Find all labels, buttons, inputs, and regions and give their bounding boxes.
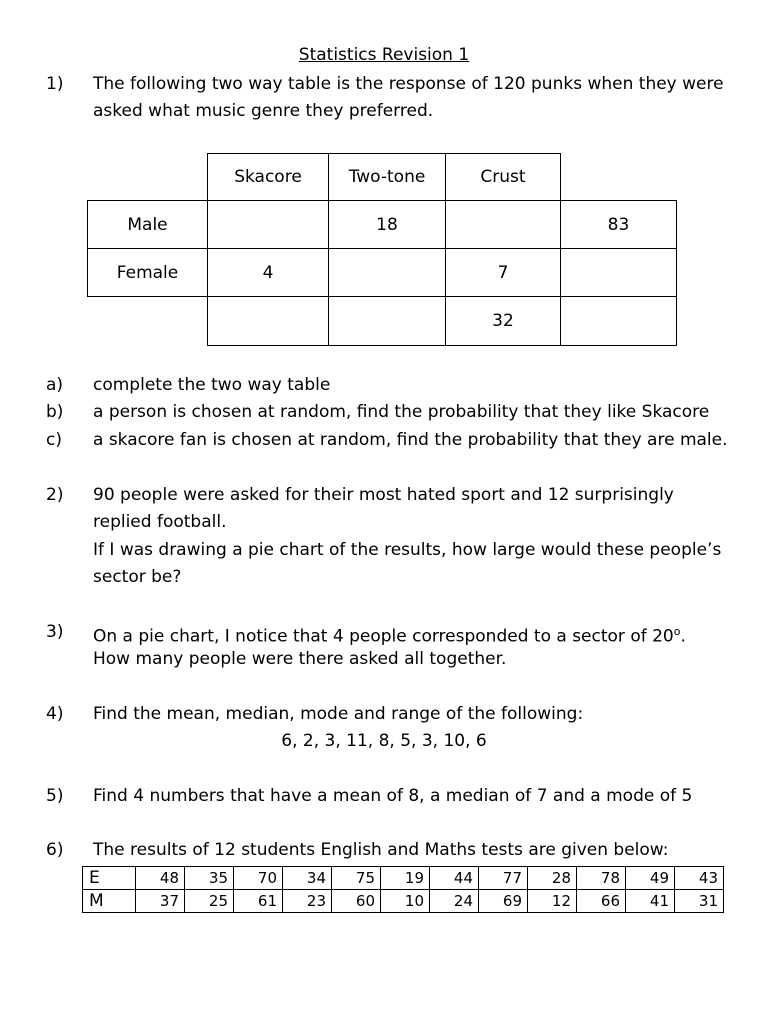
table-cell: 48 (136, 867, 185, 890)
question-1-line-2: asked what music genre they preferred. (93, 101, 434, 121)
row-label-maths: M (83, 890, 136, 913)
table-cell: 31 (675, 890, 724, 913)
table-cell (207, 296, 329, 346)
table-cell: 28 (528, 867, 577, 890)
table-cell: 77 (479, 867, 528, 890)
header-skacore: Skacore (207, 153, 329, 201)
table-cell: 43 (675, 867, 724, 890)
question-3-number: 3) (46, 622, 64, 642)
table-cell: 41 (626, 890, 675, 913)
table-cell: 44 (430, 867, 479, 890)
table-cell: 61 (234, 890, 283, 913)
table-row (83, 867, 724, 890)
table-cell (207, 200, 329, 249)
question-2-line: 90 people were asked for their most hated sport and 12 surprisingly (93, 485, 674, 505)
table-cell: 49 (626, 867, 675, 890)
question-4-line-1: Find the mean, median, mode and range of the following: (93, 704, 584, 724)
table-cell: 69 (479, 890, 528, 913)
question-1-number: 1) (46, 74, 64, 94)
table-cell: 78 (577, 867, 626, 890)
question-2-number: 2) (46, 485, 64, 505)
table-cell: 7 (445, 248, 561, 297)
table-cell: 34 (283, 867, 332, 890)
question-2-line: sector be? (93, 567, 182, 587)
table-cell: 19 (381, 867, 430, 890)
question-6-line-1: The results of 12 students English and Maths tests are given below: (93, 840, 669, 860)
table-cell: 60 (332, 890, 381, 913)
part-letter-a: a) (46, 375, 64, 395)
page-title: Statistics Revision 1 (298, 45, 470, 65)
question-3-line-2: How many people were there asked all together. (93, 649, 507, 669)
question-4-data: 6, 2, 3, 11, 8, 5, 3, 10, 6 (281, 731, 487, 751)
table-cell: 75 (332, 867, 381, 890)
table-cell: 23 (283, 890, 332, 913)
table-cell: 12 (528, 890, 577, 913)
table-cell: 83 (560, 200, 677, 249)
table-cell: 37 (136, 890, 185, 913)
table-cell (445, 200, 561, 249)
row-label-male: Male (87, 200, 208, 249)
degree-superscript: o (673, 625, 681, 638)
table-cell: 18 (328, 200, 446, 249)
table-cell: 32 (445, 296, 561, 346)
part-letter-c: c) (46, 430, 62, 450)
question-4-number: 4) (46, 704, 64, 724)
question-3-line-1: On a pie chart, I notice that 4 people corresponded to a sector of 20$^o$. (93, 625, 686, 647)
header-crust: Crust (445, 153, 561, 201)
table-cell (328, 296, 446, 346)
table-cell (560, 248, 677, 297)
part-text-a: complete the two way table (93, 375, 331, 395)
table-cell: 4 (207, 248, 329, 297)
question-5-line-1: Find 4 numbers that have a mean of 8, a median of 7 and a mode of 5 (93, 786, 693, 806)
question-1-line-1: The following two way table is the response of 120 punks when they were (93, 74, 724, 94)
table-cell: 35 (185, 867, 234, 890)
table-cell: 24 (430, 890, 479, 913)
two-way-table (87, 153, 677, 346)
part-letter-b: b) (46, 402, 64, 422)
question-2-line: If I was drawing a pie chart of the results, how large would these people’s (93, 540, 722, 560)
row-label-english: E (83, 867, 136, 890)
table-cell: 66 (577, 890, 626, 913)
part-text-b: a person is chosen at random, find the probability that they like Skacore (93, 402, 710, 422)
table-cell (328, 248, 446, 297)
row-label-female: Female (87, 248, 208, 297)
table-cell (560, 296, 677, 346)
table-row (83, 890, 724, 913)
part-text-c: a skacore fan is chosen at random, find the probability that they are male. (93, 430, 728, 450)
question-6-number: 6) (46, 840, 64, 860)
table-cell: 25 (185, 890, 234, 913)
header-two-tone: Two-tone (328, 153, 446, 201)
question-2-line: replied football. (93, 512, 227, 532)
table-cell: 10 (381, 890, 430, 913)
results-table (82, 866, 724, 913)
question-5-number: 5) (46, 786, 64, 806)
table-cell: 70 (234, 867, 283, 890)
